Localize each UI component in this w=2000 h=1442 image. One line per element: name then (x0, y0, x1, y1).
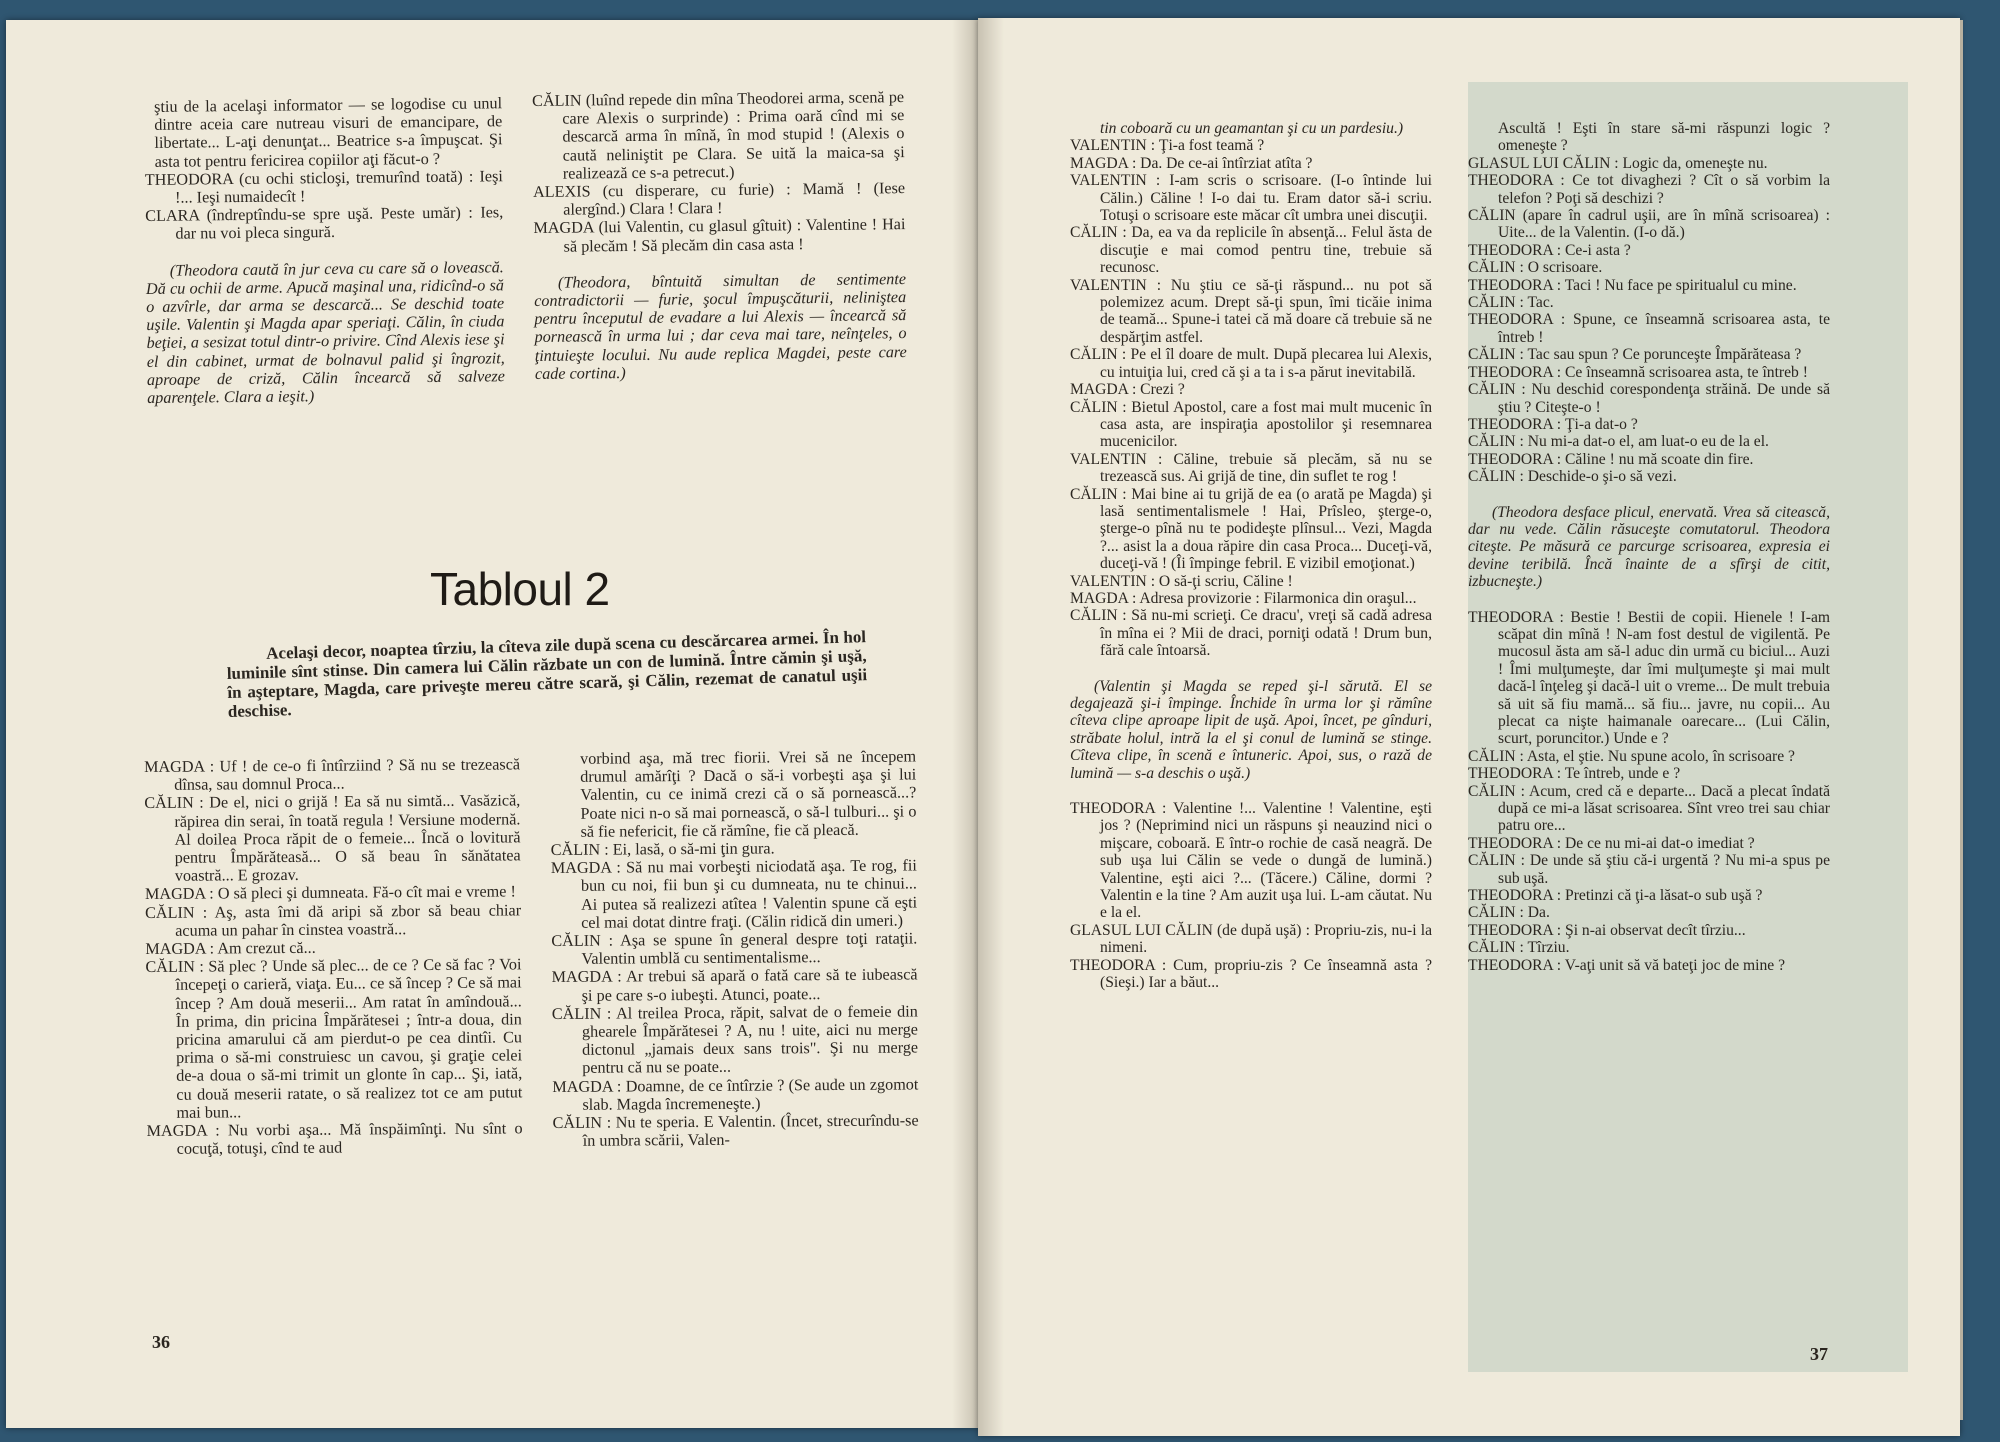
stage-direction: (Theodora caută în jur ceva cu care să o lovească. Dă cu ochii de arme. Apucă maşinal una, ridicînd-o să o azvîrle, dar arma se descarcă... Se deschid toate uşile. Valentin şi Magda apar speriaţi. Călin, în ciuda beţiei, a sesizat totul dintr-o privire. Cînd Alexis iese şi el din cabinet, urmat de bolnavul palid şi îngrozit, aproape de criză, Călin încearcă să salveze aparenţele. Clara a ieşit.) (145, 257, 506, 408)
dialogue-line: VALENTIN : I-am scris o scrisoare. (I-o întinde lui Călin.) Căline ! I-o dai tu. Eram dator să-i scriu. Totuşi o scrisoare este măcar cît umbra unei discuţii. (1070, 172, 1432, 225)
dialogue-line: CĂLIN : Pe el îl doare de mult. După plecarea lui Alexis, cu intuiţia lui, cred că şi a ta i s-a părut inevitabilă. (1070, 346, 1432, 381)
dialogue-line: VALENTIN : Căline, trebuie să plecăm, să nu se trezească sus. Ai grijă de tine, din suflet te rog ! (1070, 450, 1432, 486)
dialogue-line: VALENTIN : Nu ştiu ce să-ţi răspund... nu pot să polemizez acum. Drept să-ţi spun, îmi ticăie inima de teamă... Spune-i tatei că mă doare că trebuie să ne despărţim astfel. (1070, 276, 1432, 346)
dialogue-line: THEODORA : Ţi-a dat-o ? (1468, 415, 1638, 433)
dialogue-line: VALENTIN : O să-ţi scriu, Căline ! (1070, 572, 1293, 590)
right-page (978, 18, 1960, 1436)
stage-direction: (Theodora, bîntuită simultan de sentimente contradictorii — furie, şocul împuşcăturii, neliniştea pentru începutul de evadare a lui Alexis — încearcă să pornească în urma lui ; dar ceva mai tare, neînţeles, o ţintuieşte locului. Nu aude replica Magdei, peste care cade cortina.) (534, 269, 907, 383)
dialogue-line: CĂLIN : Nu deschid corespondenţa străină. De unde să ştiu ? Citeşte-o ! (1468, 381, 1830, 416)
dialogue-line: THEODORA : De ce nu mi-ai dat-o imediat ? (1468, 834, 1755, 852)
dialogue-line: CĂLIN : Da. (1468, 904, 1550, 922)
dialogue-line: CĂLIN : Nu te speria. E Valentin. (Încet, strecurîndu-se în umbra scării, Valen- (552, 1111, 919, 1151)
dialogue-line: CĂLIN : Deschide-o şi-o să vezi. (1468, 468, 1677, 486)
dialogue-line: THEODORA : V-aţi unit să vă bateţi joc de mine ? (1468, 956, 1786, 974)
dialogue-line: THEODORA : Spune, ce înseamnă scrisoarea asta, te întreb ! (1468, 311, 1830, 346)
dialogue-line: THEODORA : Ce-i asta ? (1468, 241, 1631, 259)
dialogue-line: CĂLIN : Tac. (1468, 294, 1554, 312)
text-block: vorbind aşa, mă trec fiorii. Vrei să ne începem drumul amărîţi ? Dacă o să-i vorbeşti aşa şi lui Valentin, cu ce inimă crezi că o să pornească...? Poate nici n-o să mai pornească, o să-l tulburi... şi o să fie nefericit, fie că rămîne, fie că pleacă. (579, 747, 917, 841)
dialogue-line: CĂLIN : Să plec ? Unde să plec... de ce ? Ce să fac ? Voi începeţi o carieră, viaţa. Eu... ce să încep ? Ce să mai încep ? Am două meserii... Am ratat în amîndouă... În prima, din pricina Împărătesei ; într-a doua, din pricina amarului că am pierdut-o pe cea dintîi. Cu prima o să-mi construiesc un cavou, şi graţie celei de-a doua o să-mi trimit un glonte în cap... Şi, iată, cu două meserii ratate, o să realizez tot ce am putut mai bun... (145, 955, 523, 1122)
stage-direction: (Theodora desface plicul, enervată. Vrea să citească, dar nu vede. Călin răsuceşte comutatorul. Theodora citeşte. Pe măsură ce parcurge scrisoarea, expresia ei devine teribilă. Încă înainte de a sfîrşi de citit, izbucneşte.) (1468, 503, 1830, 591)
dialogue-line: CĂLIN (apare în cadrul uşii, are în mînă scrisoarea) : Uite... de la Valentin. (I-o dă.) (1468, 207, 1830, 242)
dialogue-line: CĂLIN : Nu mi-a dat-o el, am luat-o eu de la el. (1468, 433, 1769, 451)
dialogue-line: THEODORA : Căline ! nu mă scoate din fire. (1468, 450, 1754, 468)
dialogue-line: THEODORA : Taci ! Nu face pe spiritualul cu mine. (1468, 276, 1797, 294)
right-col2 (1468, 120, 1830, 974)
dialogue-line: THEODORA (cu ochi sticloşi, tremurînd toată) : Ieşi !... Ieşi numaidecît ! (144, 167, 503, 207)
dialogue-line: CĂLIN (luînd repede din mîna Theodorei arma, scenă pe care Alexis o surprinde) : Prima oară cînd mi se descarcă arma în mînă, în mod stupid ! (Alexis o caută neliniştit pe Clara. Se uită la maica-sa şi realizează ce s-a petrecut.) (532, 88, 905, 183)
dialogue-line: CĂLIN : Acum, cred că e departe... Dacă a plecat îndată după ce mi-a lăsat scrisoarea. Sînt vreo trei sau chiar patru ore... (1468, 782, 1830, 835)
dialogue-line: CĂLIN : Asta, el ştie. Nu spune acolo, în scrisoare ? (1468, 747, 1795, 765)
left-col2-bottom (550, 747, 919, 1150)
scene-intro: Acelaşi decor, noaptea tîrziu, la cîteva zile după scena cu descărcarea armei. În hol luminile sînt stinse. Din camera lui Călin răzbate un con de lumină. Între cămin şi uşă, în aşteptare, Magda, care priveşte mereu către scară, şi Călin, rezemat de canatul uşii deschise. (226, 627, 868, 721)
dialogue-line: MAGDA : Da. De ce-ai întîrziat atîta ? (1070, 154, 1313, 172)
dialogue-line: GLASUL LUI CĂLIN : Logic da, omeneşte nu. (1468, 154, 1768, 172)
dialogue-line: VALENTIN : Ţi-a fost teamă ? (1070, 137, 1265, 155)
dialogue-line: THEODORA : Ce înseamnă scrisoarea asta, te întreb ! (1468, 363, 1808, 381)
dialogue-line: MAGDA : Nu vorbi aşa... Mă înspăimînţi. Nu sînt o cocuţă, totuşi, cînd te aud (146, 1119, 523, 1159)
dialogue-line: CĂLIN : Al treilea Proca, răpit, salvat de o femeie din ghearele Împărătesei ? A, nu ! uite, aici nu merge dictonul „jamais deux sans trois". Şi nu merge pentru că nu se poate... (551, 1002, 919, 1078)
left-gutter-shadow (952, 20, 978, 1428)
dialogue-line: CĂLIN : Aş, asta îmi dă aripi să zbor să beau chiar acuma un pahar în cinstea voastră... (145, 900, 522, 940)
dialogue-line: MAGDA : Crezi ? (1070, 381, 1185, 399)
dialogue-line: MAGDA : Am crezut că... (145, 938, 316, 959)
dialogue-line: CĂLIN : Să nu-mi scrieţi. Ce dracu', vreţi să cadă adresa în mîna ei ? Mii de draci, porniţi odată ! Drum bun, fără cale întoarsă. (1070, 607, 1432, 660)
dialogue-line: CĂLIN : Aşa se spune în general despre toţi rataţii. Valentin umblă cu sentimentalisme... (551, 929, 918, 969)
dialogue-line: CLARA (îndreptîndu-se spre uşă. Peste umăr) : Ies, dar nu voi pleca singură. (145, 203, 504, 244)
dialogue-line: CĂLIN : Mai bine ai tu grijă de ea (o arată pe Magda) şi lasă sentimentalismele ! Hai, Prîsleo, şterge-o, şterge-o pînă nu te podideşte plînsul... Vezi, Magda ?... asist la a doua răpire din casa Proca... Duceţi-vă, duceţi-vă ! (Îi împinge febril. E vizibil emoţionat.) (1070, 485, 1432, 573)
dialogue-line: THEODORA : Şi n-ai observat decît tîrziu... (1468, 921, 1746, 939)
dialogue-line: CĂLIN : Bietul Apostol, care a fost mai mult mucenic în casa asta, are inspiraţia apostolilor şi resemnarea mucenicilor. (1070, 398, 1432, 451)
dialogue-line: GLASUL LUI CĂLIN (de după uşă) : Propriu-zis, nu-i la nimeni. (1070, 921, 1432, 957)
text-block: Ascultă ! Eşti în stare să-mi răspunzi logic ? omeneşte ? (1498, 120, 1830, 155)
stage-direction: tin coboară cu un geamantan şi cu un pardesiu.) (1100, 120, 1404, 137)
dialogue-line: CĂLIN : De el, nici o grijă ! Ea să nu simtă... Vasăzică, răpirea din serai, în toată regula ! Versiune modernă. Al doilea Proca răpit de o femeie... Încă o lovitură pentru Împărăteasă... O să beau în sănătatea voastră... E grozav. (144, 791, 521, 886)
scene-title: Tabloul 2 (430, 563, 610, 615)
dialogue-line: CĂLIN : De unde să ştiu că-i urgentă ? Nu mi-a spus pe sub uşă. (1468, 852, 1830, 887)
dialogue-line: THEODORA : Ce tot divaghezi ? Cît o să vorbim la telefon ? Poţi să deschizi ? (1468, 172, 1830, 207)
dialogue-line: MAGDA : Doamne, de ce întîrzie ? (Se aude un zgomot slab. Magda încremeneşte.) (552, 1075, 919, 1114)
dialogue-line: THEODORA : Cum, propriu-zis ? Ce înseamnă asta ? (Sieşi.) Iar a băut... (1070, 956, 1432, 992)
right-col1 (1070, 120, 1432, 992)
dialogue-line: THEODORA : Valentine !... Valentine ! Valentine, eşti jos ? (Neprimind nici un răspuns şi neauzind nici o mişcare, coboară. E într-o rochie de casă neagră. De sub uşa lui Călin se vede o dungă de lumină.) Valentine, eşti aici ?... (Tăcere.) Căline, dormi ? Valentin e la tine ? Am auzit uşa lui. L-am căutat. Nu e la el. (1070, 800, 1432, 922)
dialogue-line: CĂLIN : Da, ea va da replicile în absenţă... Felul ăsta de discuţie e mai comod pentru tine, trebuie să recunosc. (1070, 224, 1432, 277)
dialogue-line: CĂLIN : Tac sau spun ? Ce porunceşte Împărăteasa ? (1468, 346, 1802, 364)
dialogue-line: ALEXIS (cu disperare, cu furie) : Mamă ! (Iese alergînd.) Clara ! Clara ! (532, 179, 906, 219)
right-gutter-shadow (978, 18, 1004, 1436)
dialogue-line: MAGDA : Uf ! de ce-o fi întîrziind ? Să nu se trezească dînsa, sau domnul Proca... (144, 755, 521, 794)
page-number: 36 (152, 1332, 170, 1352)
page-edge (1960, 20, 1963, 1420)
dialogue-line: MAGDA (lui Valentin, cu glasul gîtuit) : Valentine ! Hai să plecăm ! Să plecăm din casa asta ! (533, 215, 906, 256)
dialogue-line: MAGDA : Ar trebui să apară o fată care să te iubească şi pe care s-o iubeşti. Atunci, poate... (551, 965, 918, 1005)
dialogue-line: THEODORA : Te întreb, unde e ? (1468, 765, 1681, 783)
dialogue-line: MAGDA : Să nu mai vorbeşti niciodată aşa. Te rog, fii bun cu noi, fii bun şi cu dumneata, nu te chinui... Ai putea să realizezi atîtea ! Valentin spune că eşti cel mai dotat dintre fraţi. (Călin ridică din umeri.) (550, 856, 918, 932)
left-page (6, 20, 979, 1428)
left-col1-bottom (144, 755, 523, 1158)
dialogue-line: CĂLIN : O scrisoare. (1468, 259, 1603, 277)
dialogue-line: CĂLIN : Tîrziu. (1468, 939, 1570, 957)
text-block: ştiu de la acelaşi informator — se logodise cu unul dintre aceia care nutreau visuri de emancipare, de libertate... L-aţi denunţat... Beatrice s-a împuşcat. Şi asta tot pentru fericirea copiilor aţi făcut-o ? (153, 94, 503, 171)
left-col2-top (532, 88, 907, 383)
dialogue-line: THEODORA : Bestie ! Bestii de copii. Hienele ! I-am scăpat din mînă ! N-am fost destul de vigilentă. Pe mucosul ăsta am să-l aduc din urmă cu biciul... Auzi ! Îmi mulţumeşte, dar îmi mulţumeşte şi mai mult dacă-l înţeleg şi dacă-l uit o vreme... De mult trebuia să uit să fiu mamă... să fiu... javre, nu copii... Au plecat ca nişte haimanale oarecare... (Lui Călin, scurt, poruncitor.) Unde e ? (1468, 608, 1830, 748)
dialogue-line: MAGDA : Adresa provizorie : Filarmonica din oraşul... (1070, 589, 1417, 607)
page-number: 37 (1810, 1344, 1828, 1364)
dialogue-line: THEODORA : Pretinzi că ţi-a lăsat-o sub uşă ? (1468, 887, 1763, 905)
left-col1-top (144, 94, 505, 407)
dialogue-line: CĂLIN : Ei, lasă, o să-mi ţin gura. (550, 839, 775, 860)
dialogue-line: MAGDA : O să pleci şi dumneata. Fă-o cît mai e vreme ! (144, 882, 516, 904)
stage-direction: (Valentin şi Magda se reped şi-l sărută. El se degajează şi-i împinge. Închide în urma lor şi rămîne cîteva clipe aproape lipit de uşă. Apoi, încet, pe gînduri, străbate holul, intră la el şi conul de lumină se stinge. Cîteva clipe, în scenă e întuneric. Apoi, sus, o rază de lumină — s-a deschis o uşă.) (1070, 677, 1432, 782)
